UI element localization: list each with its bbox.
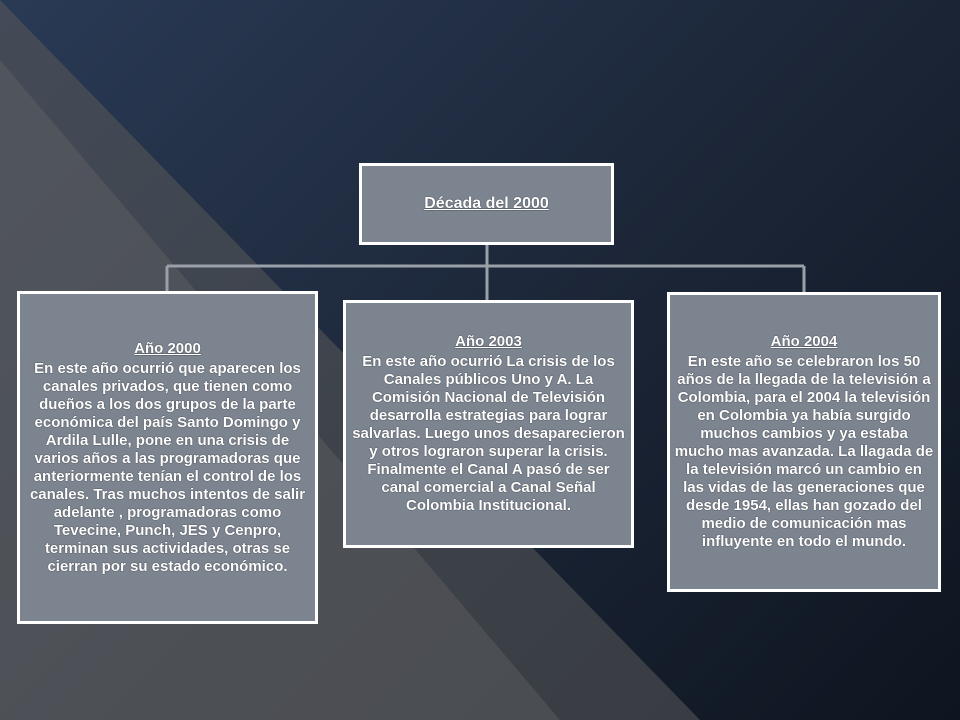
node-2004-text: En este año se celebraron los 50 años de la llegada de la televisión a Colombia, para el 2004 la televisión en Colombia ya había surgido muchos cambios y ya estaba mucho mas avanzada. La llagada de la televisión marcó un cambio en las vidas de las generaciones que desde 1954, ellas han gozado del medio de comunicación mas influyente en todo el mundo. — [674, 353, 934, 550]
node-2000-text: En este año ocurrió que aparecen los canales privados, que tienen como dueños a los dos grupos de la parte económica del país Santo Domingo y Ardila Lulle, pone en una crisis de varios años a las programadoras que anteriormente tenían el control de los canales. Tras muchos intentos de salir adelante , programadoras como Tevecine, Punch, JES y Cenpro, terminan sus actividades, otras se cierran por su estado económico. — [29, 359, 306, 575]
root-node-box — [359, 163, 614, 245]
root-node-title: Década del 2000 — [424, 195, 549, 212]
node-2003-text: En este año ocurrió La crisis de los Canales públicos Uno y A. La Comisión Nacional de Televisión desarrolla estrategias para lograr salvarlas. Luego unos desaparecieron y otros lograron superar la crisis. Finalmente el Canal A pasó de ser canal comercial a Canal Señal Colombia Institucional. — [352, 353, 625, 514]
node-box-2004 — [667, 292, 941, 592]
node-2004-title: Año 2004 — [770, 333, 838, 350]
node-box-2003 — [343, 300, 634, 548]
node-box-2000 — [17, 291, 318, 624]
node-2000-title: Año 2000 — [134, 339, 201, 357]
node-2003-title: Año 2003 — [455, 333, 522, 350]
